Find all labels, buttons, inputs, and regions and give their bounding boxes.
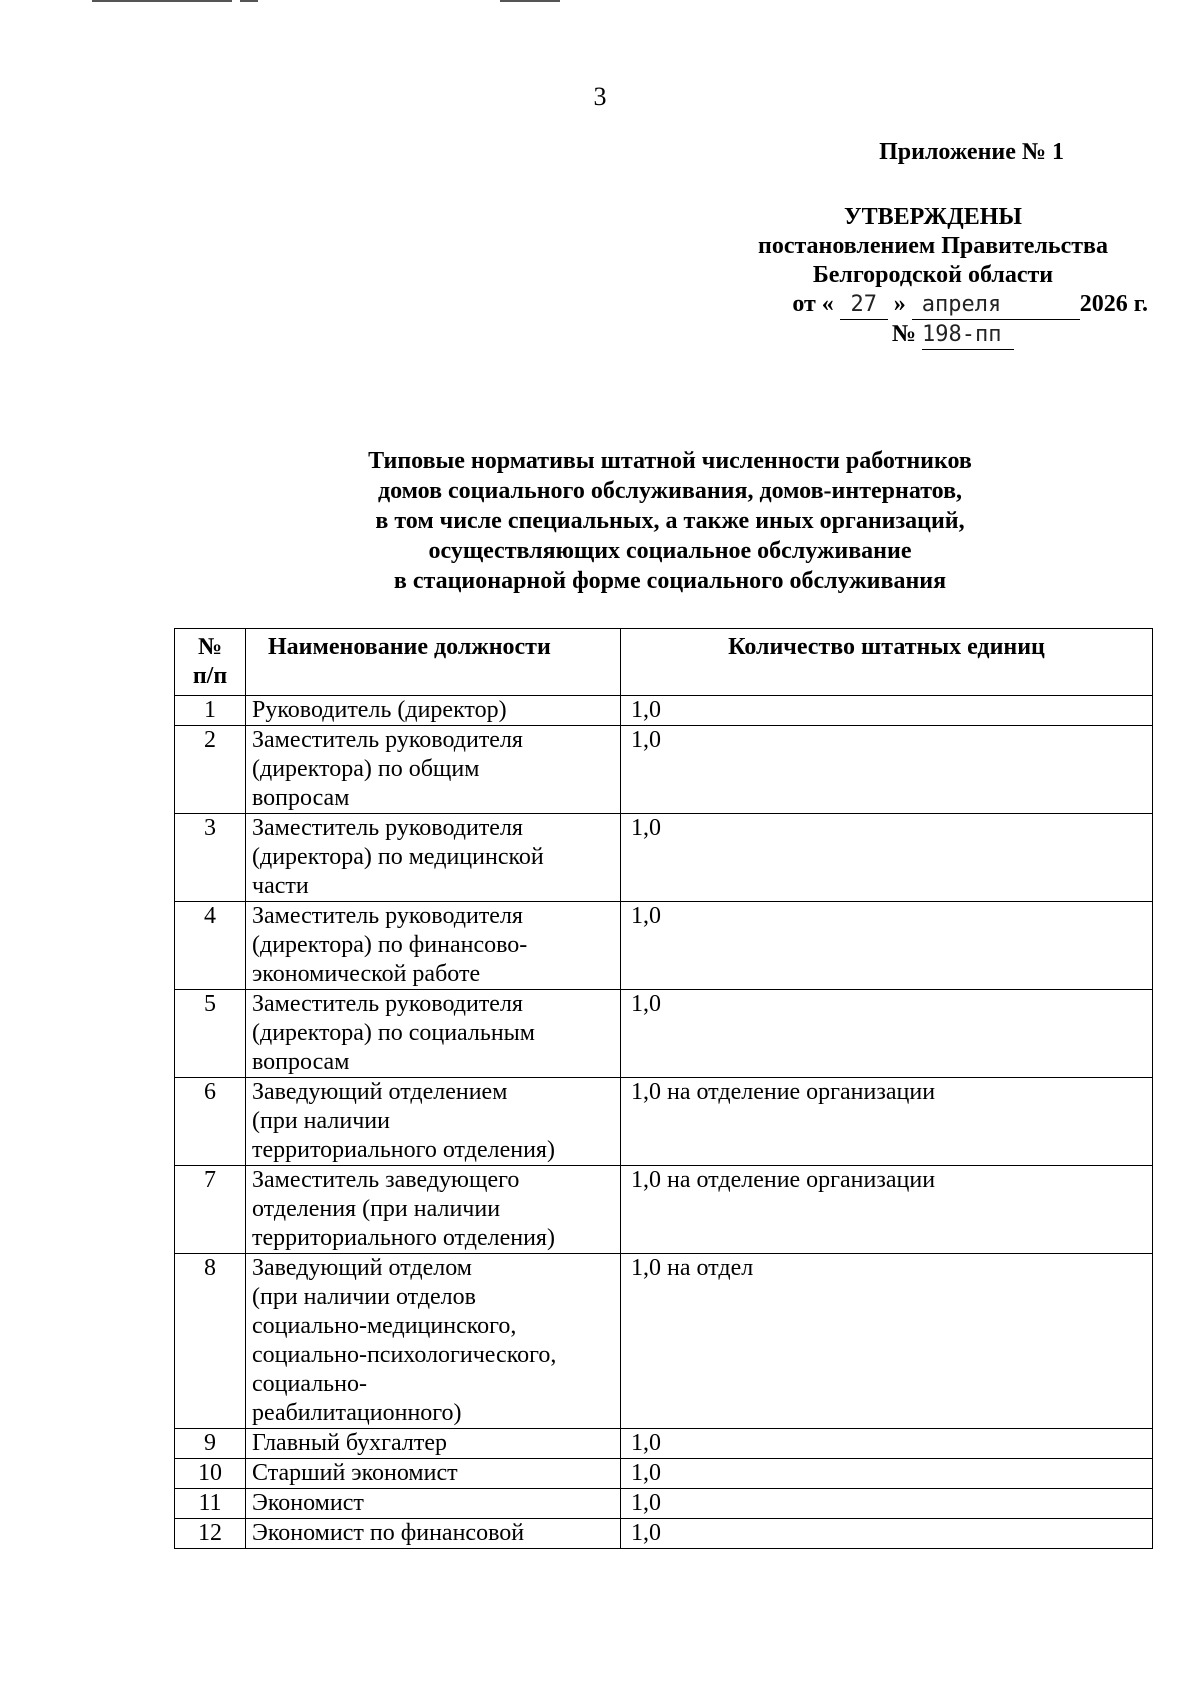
approval-stamp-block [718, 138, 1148, 350]
position-name [246, 1459, 621, 1489]
row-number: 5 [175, 990, 246, 1078]
header-staff-quantity: Количество штатных единиц [621, 629, 1153, 696]
staff-quantity: 1,0 на отдел [621, 1254, 1153, 1429]
position-name-line: Заместитель руководителя [252, 903, 523, 929]
approved-label: УТВЕРЖДЕНЫ [844, 204, 1022, 230]
position-name-line: территориального отделения) [252, 1225, 555, 1251]
position-name-line: Заместитель руководителя [252, 815, 523, 841]
position-name [246, 1489, 621, 1519]
position-name-line: Старший экономист [252, 1460, 458, 1486]
date-day: 27 [840, 290, 888, 320]
row-number: 10 [175, 1459, 246, 1489]
date-month: апреля [912, 290, 1080, 320]
title-line: домов социального обслуживания, домов-интернатов, [377, 478, 963, 504]
position-name [246, 1429, 621, 1459]
position-name-line: (директора) по финансово- [252, 932, 528, 958]
row-number: 6 [175, 1078, 246, 1166]
position-name [246, 696, 621, 726]
staff-quantity: 1,0 [621, 902, 1153, 990]
header-number: № п/п [175, 629, 246, 696]
position-name [246, 814, 621, 902]
scan-edge-line [92, 0, 232, 2]
page-number: 3 [593, 82, 607, 111]
table-header-row [175, 629, 1153, 696]
row-number: 12 [175, 1519, 246, 1549]
table-body [175, 696, 1153, 1549]
table-row [175, 990, 1153, 1078]
table-row [175, 1519, 1153, 1549]
staff-quantity: 1,0 [621, 1519, 1153, 1549]
position-name [246, 1254, 621, 1429]
number-prefix: № [891, 321, 916, 347]
position-name-line: реабилитационного) [252, 1400, 462, 1426]
position-name-line: Заместитель руководителя [252, 991, 523, 1017]
position-name-line: Заместитель заведующего [252, 1167, 520, 1193]
table-row [175, 1489, 1153, 1519]
position-name-line: Экономист по финансовой [252, 1520, 525, 1546]
staff-quantity: 1,0 [621, 726, 1153, 814]
staff-quantity: 1,0 [621, 1489, 1153, 1519]
staff-quantity: 1,0 на отделение организации [621, 1166, 1153, 1254]
position-name-line: (директора) по медицинской [252, 844, 544, 870]
date-year: 2026 г. [1079, 291, 1148, 317]
position-name [246, 1078, 621, 1166]
position-name-line: территориального отделения) [252, 1137, 555, 1163]
approval-line-2: Белгородской области [812, 262, 1054, 288]
staff-quantity: 1,0 [621, 1429, 1153, 1459]
header-position-name: Наименование должности [246, 629, 621, 696]
position-name-line: социально-психологического, [252, 1342, 557, 1368]
approval-date-line [718, 290, 1148, 320]
position-name [246, 1519, 621, 1549]
position-name-line: (при наличии [252, 1108, 390, 1134]
position-name-line: Главный бухгалтер [252, 1430, 447, 1456]
title-line: осуществляющих социальное обслуживание [428, 538, 912, 564]
position-name-line: вопросам [252, 785, 350, 811]
resolution-number: 198-пп [922, 320, 1014, 350]
title-line: в стационарной форме социального обслуживания [393, 568, 947, 594]
table-row [175, 902, 1153, 990]
table-row [175, 696, 1153, 726]
position-name-line: (при наличии отделов [252, 1284, 476, 1310]
position-name-line: Руководитель (директор) [252, 697, 507, 723]
position-name-line: Заместитель руководителя [252, 727, 523, 753]
title-line: в том числе специальных, а также иных организаций, [375, 508, 965, 534]
position-name [246, 902, 621, 990]
position-name-line: Заведующий отделением [252, 1079, 508, 1105]
document-title [0, 446, 1200, 596]
approval-line-1: постановлением Правительства [757, 233, 1108, 259]
table-row [175, 726, 1153, 814]
table-row [175, 1078, 1153, 1166]
position-name [246, 726, 621, 814]
position-name-line: социально- [252, 1371, 367, 1397]
date-prefix: от « [792, 291, 834, 317]
position-name-line: части [252, 873, 309, 899]
table-row [175, 1459, 1153, 1489]
position-name [246, 1166, 621, 1254]
row-number: 4 [175, 902, 246, 990]
title-line: Типовые нормативы штатной численности работников [368, 448, 972, 474]
row-number: 1 [175, 696, 246, 726]
date-mid: » [893, 291, 906, 317]
row-number: 9 [175, 1429, 246, 1459]
row-number: 8 [175, 1254, 246, 1429]
position-name-line: вопросам [252, 1049, 350, 1075]
position-name-line: (директора) по социальным [252, 1020, 535, 1046]
position-name-line: социально-медицинского, [252, 1313, 517, 1339]
position-name-line: Экономист [252, 1490, 364, 1516]
table-row [175, 814, 1153, 902]
position-name-line: (директора) по общим [252, 756, 480, 782]
position-name-line: Заведующий отделом [252, 1255, 472, 1281]
position-name [246, 990, 621, 1078]
staff-quantity: 1,0 на отделение организации [621, 1078, 1153, 1166]
table-row [175, 1429, 1153, 1459]
row-number: 2 [175, 726, 246, 814]
position-name-line: экономической работе [252, 961, 481, 987]
staffing-table [174, 628, 1153, 1549]
table-row [175, 1254, 1153, 1429]
row-number: 3 [175, 814, 246, 902]
attachment-label: Приложение № 1 [879, 139, 1064, 165]
scan-edge-line [240, 0, 258, 2]
table-row [175, 1166, 1153, 1254]
staff-quantity: 1,0 [621, 1459, 1153, 1489]
position-name-line: отделения (при наличии [252, 1196, 501, 1222]
row-number: 11 [175, 1489, 246, 1519]
staff-quantity: 1,0 [621, 990, 1153, 1078]
staff-quantity: 1,0 [621, 814, 1153, 902]
approval-number-line [718, 320, 1148, 350]
scan-edge-line [500, 0, 560, 2]
row-number: 7 [175, 1166, 246, 1254]
staff-quantity: 1,0 [621, 696, 1153, 726]
